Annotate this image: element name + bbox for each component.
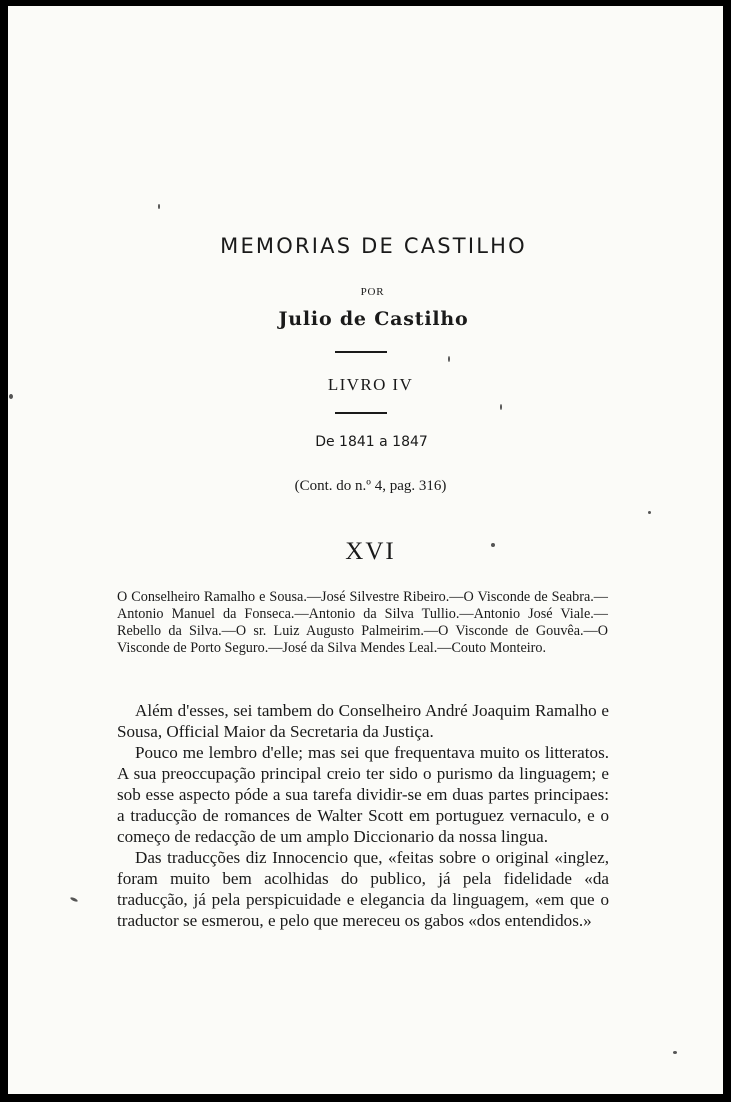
scan-speck (648, 511, 651, 514)
scan-speck (491, 543, 495, 547)
author-name: Julio de Castilho (278, 308, 469, 330)
scan-speck (448, 356, 450, 362)
scan-speck (673, 1051, 677, 1054)
page-title: MEMORIAS DE CASTILHO (220, 234, 527, 258)
scan-speck (70, 896, 79, 902)
scan-speck (500, 404, 502, 410)
paragraph: Além d'esses, sei tambem do Conselheiro André Joaquim Ramalho e Sousa, Official Maior da Secretaria da Justiça. (117, 701, 609, 741)
paragraph: Pouco me lembro d'elle; mas sei que frequentava muito os litteratos. A sua preoccupação principal creio ter sido o purismo da linguagem; e sob esse aspecto póde a sua tarefa dividir-se em duas partes principaes: a traducção de romances de Walter Scott em portuguez vernaculo, e o começo de redacção de um amplo Diccionario da nossa lingua. (117, 743, 609, 846)
continuation-note: (Cont. do n.º 4, pag. 316) (294, 478, 447, 494)
divider-rule (335, 351, 387, 353)
chapter-number: XVI (345, 538, 396, 565)
divider-rule (335, 412, 387, 414)
chapter-summary: O Conselheiro Ramalho e Sousa.—José Silvestre Ribeiro.—O Visconde de Seabra.—Antonio Manuel da Fonseca.—Antonio da Silva Tullio.—Antonio José Viale.—Rebello da Silva.—O sr. Luiz Augusto Palmeirim.—O Visconde de Gouvêa.—O Visconde de Porto Seguro.—José da Silva Mendes Leal.—Couto Monteiro. (117, 589, 608, 656)
paragraph: Das traducções diz Innocencio que, «feitas sobre o original «inglez, foram muito bem acolhidas do publico, já pela fidelidade «da traducção, já pela perspicuidade e elegancia da linguagem, «em que o traductor se esmerou, e pelo que mereceu os gabos «dos entendidos.» (117, 848, 609, 930)
date-range: De 1841 a 1847 (315, 434, 428, 450)
byline-por: POR (360, 286, 385, 298)
book-number: LIVRO IV (327, 375, 414, 394)
book-page (8, 6, 723, 1094)
scan-speck (158, 204, 160, 209)
scan-speck (9, 394, 13, 399)
body-text (117, 700, 609, 931)
